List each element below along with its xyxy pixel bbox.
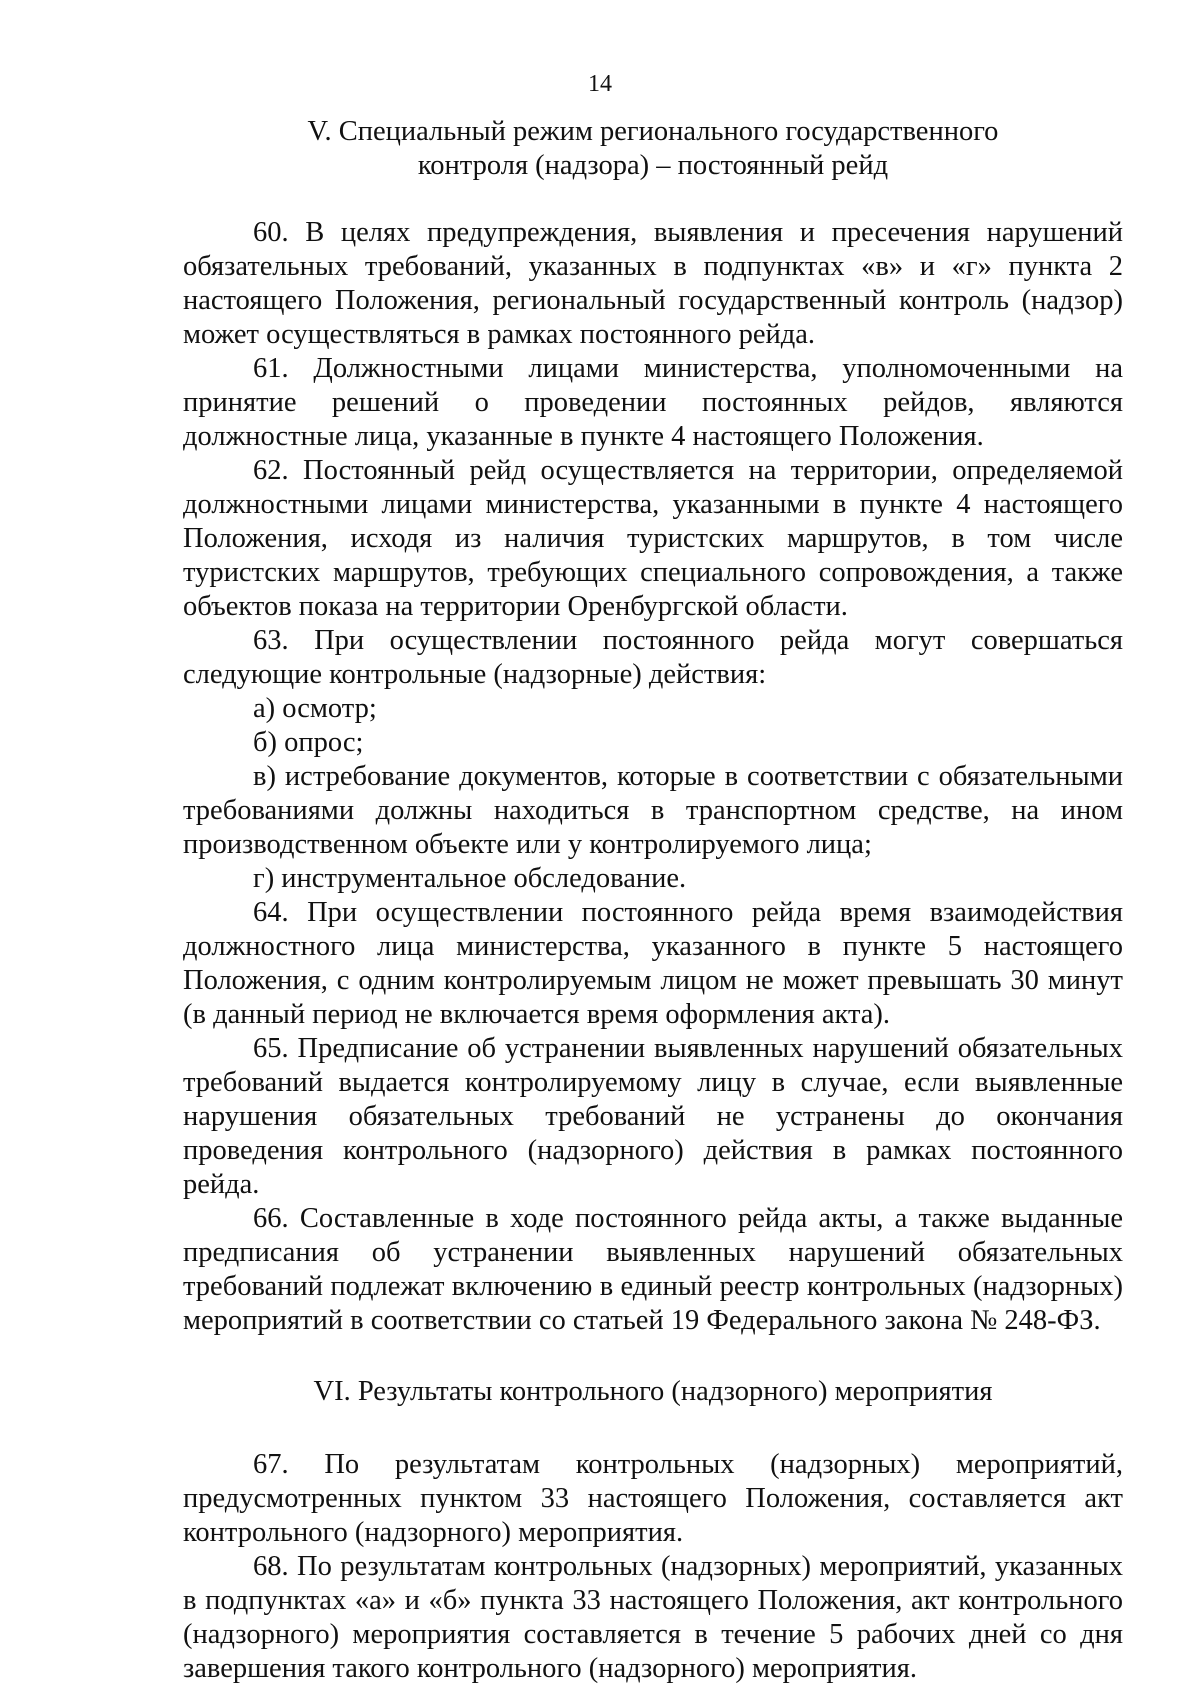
section-v-heading-line-1: V. Специальный режим регионального государственного xyxy=(307,116,999,147)
paragraph-63: 63. При осуществлении постоянного рейда могут совершаться следующие контрольные (надзорные) действия: xyxy=(183,625,1123,690)
paragraph-62: 62. Постоянный рейд осуществляется на территории, определяемой должностными лицами министерства, указанными в пункте 4 настоящего Положения, исходя из наличия туристских маршрутов, в том числе туристских маршрутов, требующих специального сопровождения, а также объектов показа на территории Оренбургской области. xyxy=(183,455,1123,622)
section-v-heading-line-2: контроля (надзора) – постоянный рейд xyxy=(417,150,889,181)
section-vi-heading: VI. Результаты контрольного (надзорного) мероприятия xyxy=(313,1376,993,1407)
paragraph-60: 60. В целях предупреждения, выявления и пресечения нарушений обязательных требований, указанных в подпунктах «в» и «г» пункта 2 настоящего Положения, региональный государственный контроль (надзор) может осуществляться в рамках постоянного рейда. xyxy=(183,217,1123,350)
subitem-g: г) инструментальное обследование. xyxy=(253,863,687,894)
paragraph-64: 64. При осуществлении постоянного рейда время взаимодействия должностного лица министерства, указанного в пункте 5 настоящего Положения, с одним контролируемым лицом не может превышать 30 минут (в данный период не включается время оформления акта). xyxy=(183,897,1123,1030)
subitem-v: в) истребование документов, которые в соответствии с обязательными требованиями должны находиться в транспортном средстве, на ином производственном объекте или у контролируемого лица; xyxy=(183,761,1123,860)
paragraph-67: 67. По результатам контрольных (надзорных) мероприятий, предусмотренных пунктом 33 настоящего Положения, составляется акт контрольного (надзорного) мероприятия. xyxy=(183,1449,1123,1548)
subitem-b: б) опрос; xyxy=(253,727,364,758)
paragraph-65: 65. Предписание об устранении выявленных нарушений обязательных требований выдается контролируемому лицу в случае, если выявленные нарушения обязательных требований не устранены до окончания проведения контрольного (надзорного) действия в рамках постоянного рейда. xyxy=(183,1033,1123,1200)
subitem-a: а) осмотр; xyxy=(253,693,377,724)
paragraph-68: 68. По результатам контрольных (надзорных) мероприятий, указанных в подпунктах «а» и «б» пункта 33 настоящего Положения, акт контрольного (надзорного) мероприятия составляется в течение 5 рабочих дней со дня завершения такого контрольного (надзорного) мероприятия. xyxy=(183,1551,1123,1684)
document-body xyxy=(183,115,1123,1686)
paragraph-61: 61. Должностными лицами министерства, уполномоченными на принятие решений о проведении постоянных рейдов, являются должностные лица, указанные в пункте 4 настоящего Положения. xyxy=(183,353,1123,452)
section-v-heading xyxy=(183,115,1123,183)
paragraph-66: 66. Составленные в ходе постоянного рейда акты, а также выданные предписания об устранении выявленных нарушений обязательных требований подлежат включению в единый реестр контрольных (надзорных) мероприятий в соответствии со статьей 19 Федерального закона № 248-ФЗ. xyxy=(183,1203,1123,1336)
page-number: 14 xyxy=(588,71,612,97)
